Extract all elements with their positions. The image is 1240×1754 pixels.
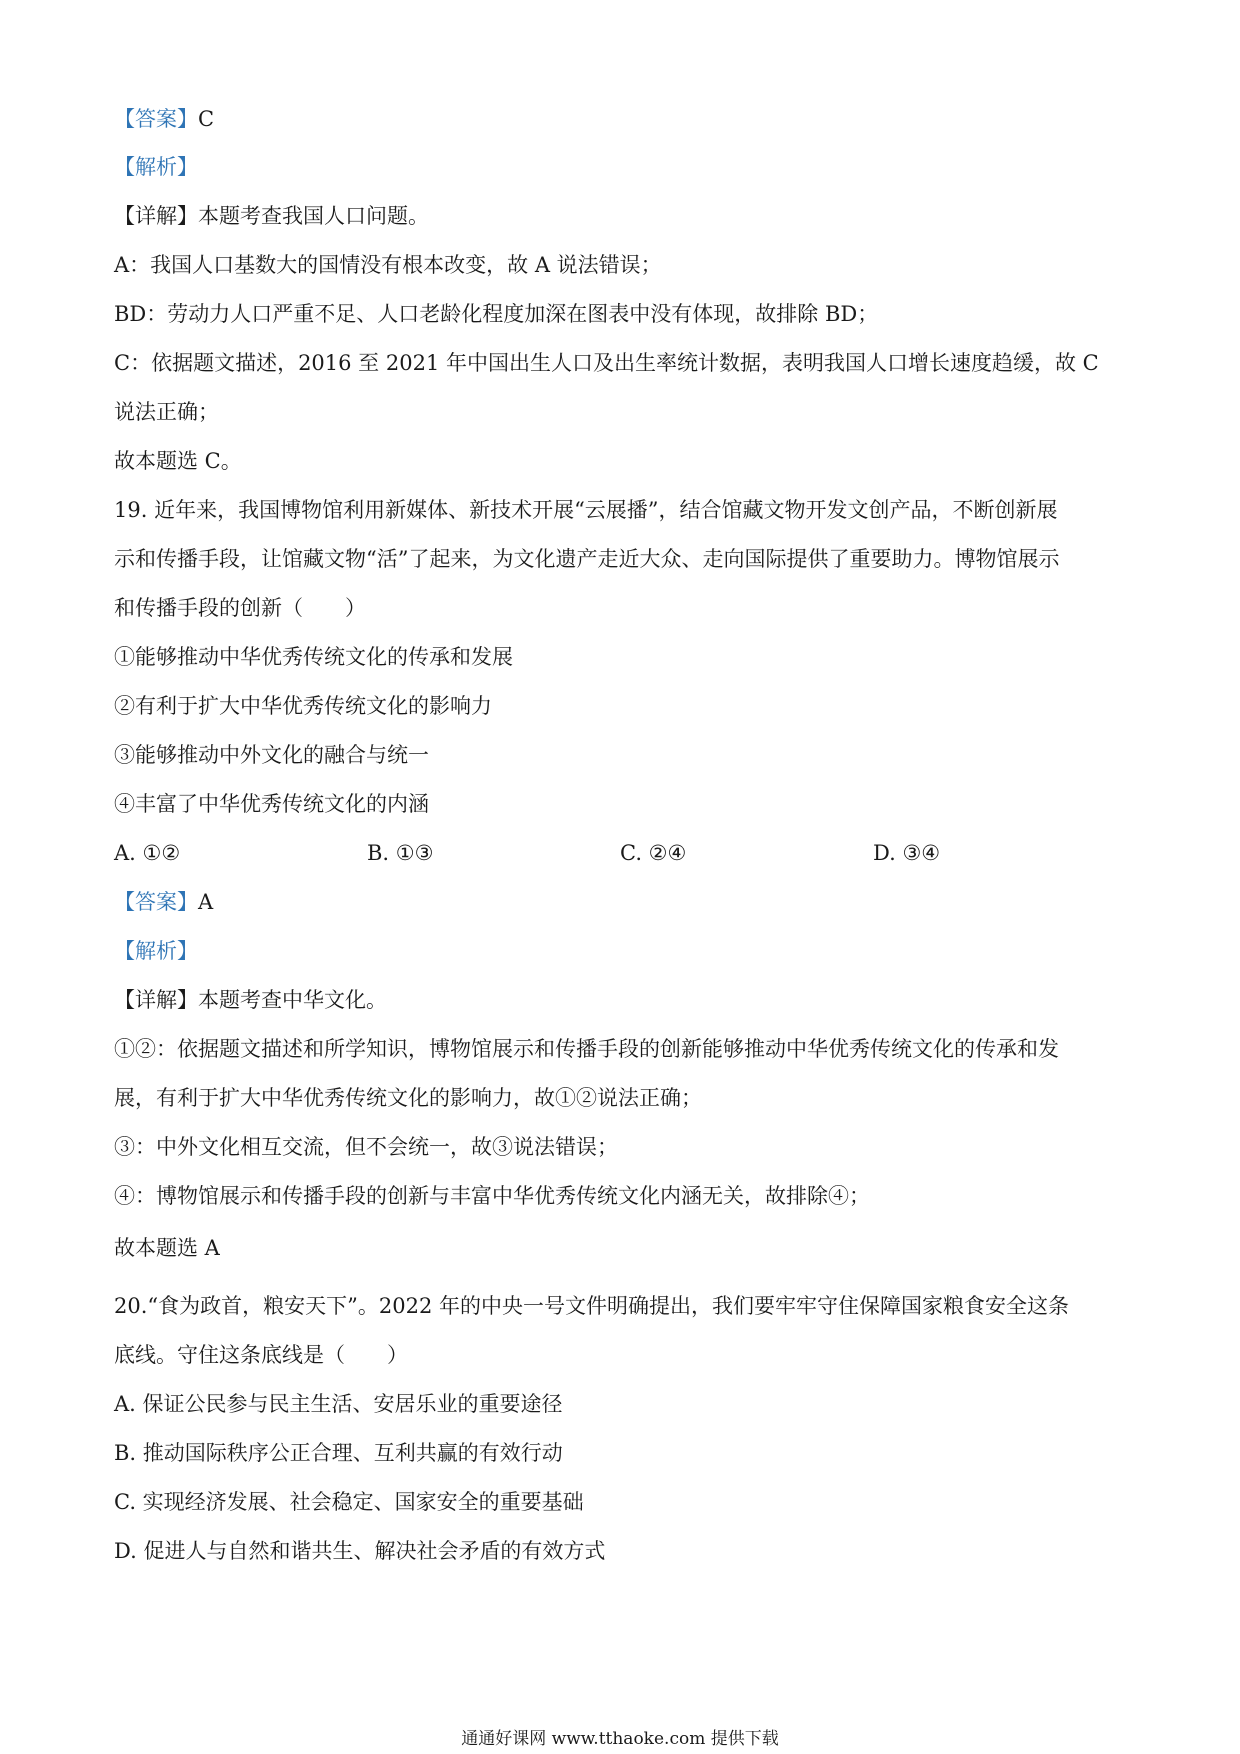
q19-answer-value: A	[198, 890, 214, 914]
q19-stem-line: 和传播手段的创新（ ）	[114, 596, 366, 620]
q19-statement: ①能够推动中华优秀传统文化的传承和发展	[114, 645, 513, 669]
q20-stem-line: 20.“食为政首，粮安天下”。2022 年的中央一号文件明确提出，我们要牢牢守住保障国家粮食安全这条	[114, 1294, 1069, 1318]
q19-line: 展，有利于扩大中华优秀传统文化的影响力，故①②说法正确；	[114, 1086, 702, 1110]
q18-answer	[114, 104, 214, 134]
page-footer: 通通好课网 www.tthaoke.com 提供下载	[461, 1729, 779, 1749]
q19-statement: ③能够推动中外文化的融合与统一	[114, 743, 429, 767]
q20-option-a: A. 保证公民参与民主生活、安居乐业的重要途径	[114, 1392, 563, 1416]
q19-stem-line: 示和传播手段，让馆藏文物“活”了起来，为文化遗产走近大众、走向国际提供了重要助力。博物馆展示	[114, 547, 1060, 571]
q19-detail	[114, 985, 387, 1015]
q19-option-c: C. ②④	[620, 841, 687, 865]
q20-option-b: B. 推动国际秩序公正合理、互利共赢的有效行动	[114, 1441, 563, 1465]
q18-detail-text: 本题考查我国人口问题。	[198, 204, 429, 228]
q20-stem-line: 底线。守住这条底线是（ ）	[114, 1343, 408, 1367]
q19-line: ④：博物馆展示和传播手段的创新与丰富中华优秀传统文化内涵无关，故排除④；	[114, 1184, 870, 1208]
q19-statement: ④丰富了中华优秀传统文化的内涵	[114, 792, 429, 816]
answer-tag: 【答案】	[114, 890, 198, 914]
q19-statement: ②有利于扩大中华优秀传统文化的影响力	[114, 694, 492, 718]
q18-line: BD：劳动力人口严重不足、人口老龄化程度加深在图表中没有体现，故排除 BD；	[114, 302, 879, 326]
q19-stem-line: 19. 近年来，我国博物馆利用新媒体、新技术开展“云展播”，结合馆藏文物开发文创产品，不断创新展	[114, 498, 1058, 522]
analysis-tag: 【解析】	[114, 939, 198, 963]
q18-analysis-heading	[114, 152, 198, 182]
q18-detail	[114, 201, 429, 231]
q18-line: 故本题选 C。	[114, 449, 242, 473]
q19-detail-text: 本题考查中华文化。	[198, 988, 387, 1012]
q19-line: 故本题选 A	[114, 1236, 220, 1260]
analysis-tag: 【解析】	[114, 155, 198, 179]
q20-option-d: D. 促进人与自然和谐共生、解决社会矛盾的有效方式	[114, 1539, 606, 1563]
q19-analysis-heading	[114, 936, 198, 966]
q19-option-b: B. ①③	[367, 841, 434, 865]
q19-line: ①②：依据题文描述和所学知识，博物馆展示和传播手段的创新能够推动中华优秀传统文化的传承和发	[114, 1037, 1059, 1061]
q18-line: A：我国人口基数大的国情没有根本改变，故 A 说法错误；	[114, 253, 662, 277]
q18-line: 说法正确；	[114, 400, 219, 424]
q19-answer	[114, 887, 213, 917]
q19-option-d: D. ③④	[873, 841, 941, 865]
detail-tag: 【详解】	[114, 204, 198, 228]
detail-tag: 【详解】	[114, 988, 198, 1012]
q18-answer-value: C	[198, 107, 215, 131]
answer-tag: 【答案】	[114, 107, 198, 131]
q19-line: ③：中外文化相互交流，但不会统一，故③说法错误；	[114, 1135, 618, 1159]
q19-option-a: A. ①②	[114, 841, 181, 865]
q20-option-c: C. 实现经济发展、社会稳定、国家安全的重要基础	[114, 1490, 584, 1514]
q18-line: C：依据题文描述，2016 至 2021 年中国出生人口及出生率统计数据，表明我国人口增长速度趋缓，故 C	[114, 351, 1099, 375]
